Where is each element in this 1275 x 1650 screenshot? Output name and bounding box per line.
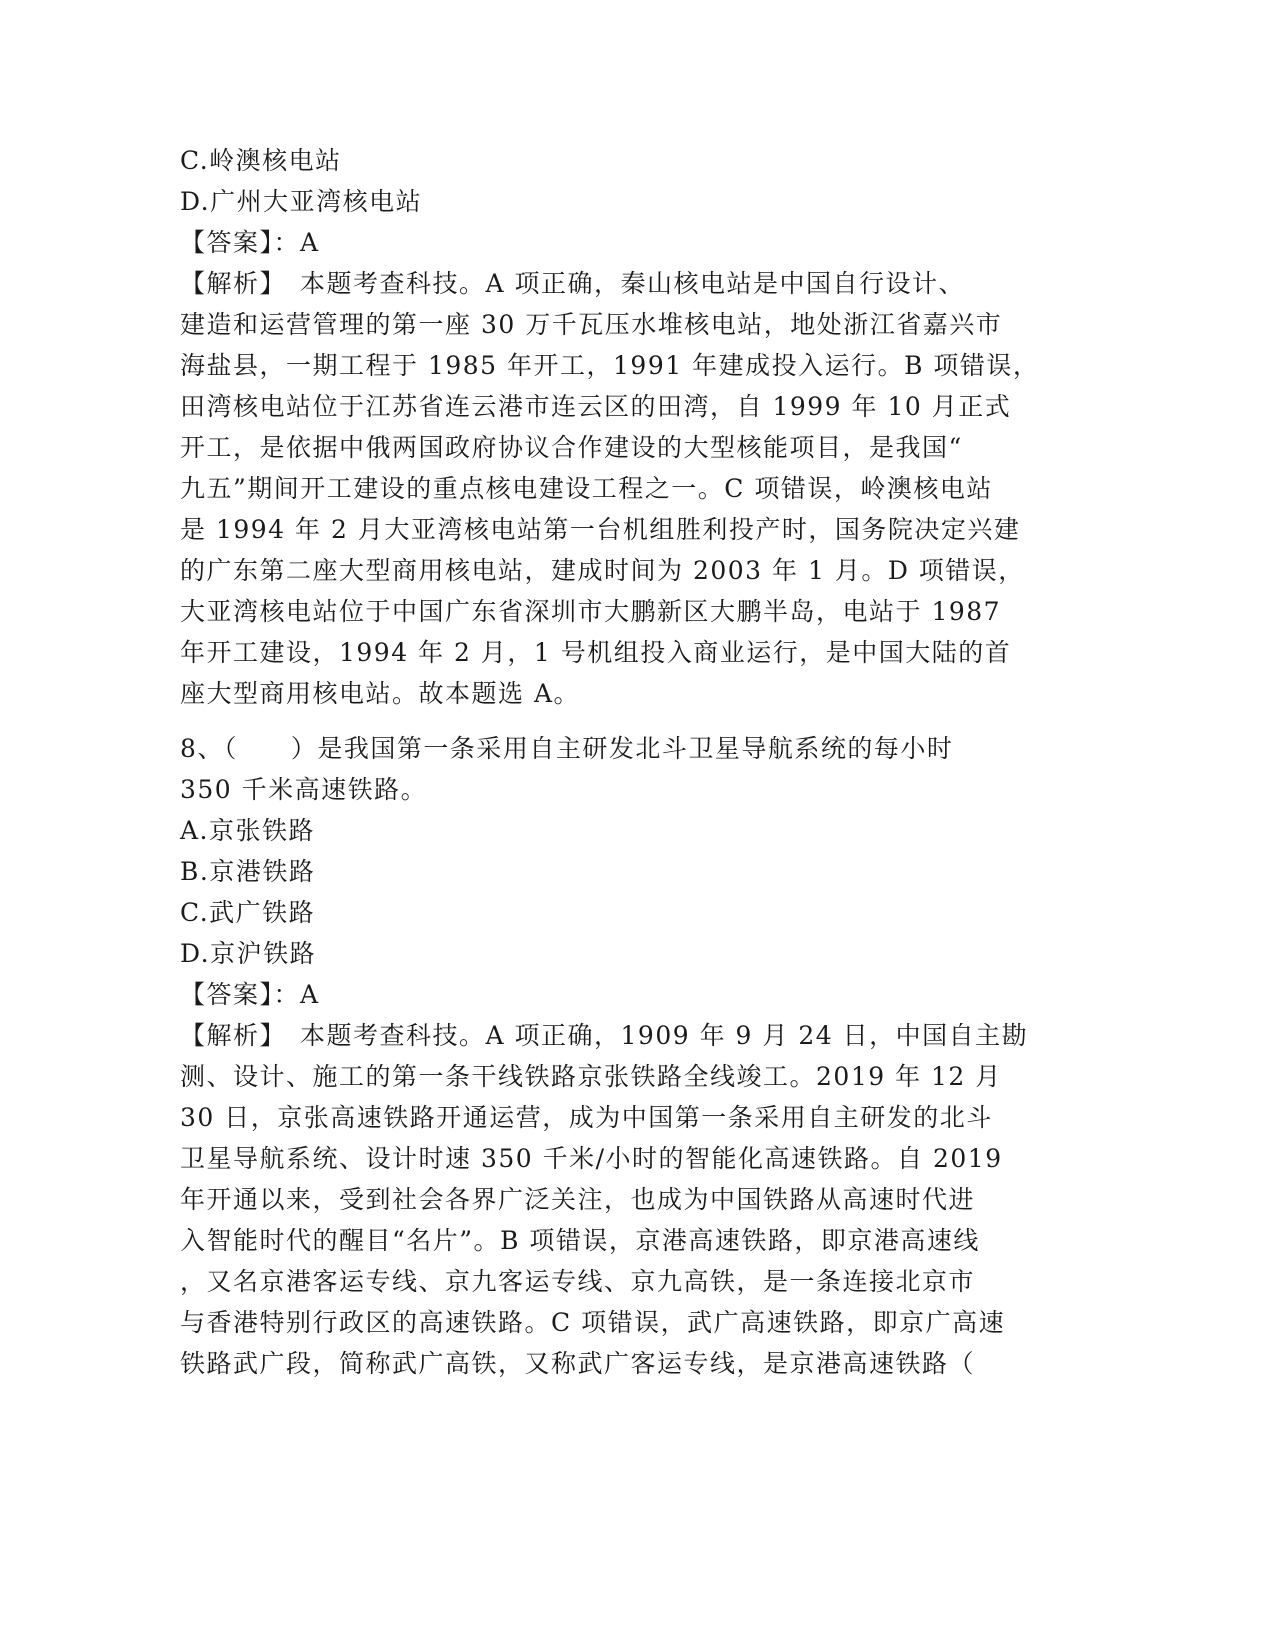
- question-8-block: [180, 728, 1040, 1384]
- analysis-line: 测、设计、施工的第一条干线铁路京张铁路全线竣工。2019 年 12 月: [180, 1062, 1002, 1091]
- analysis-line: 座大型商用核电站。故本题选 A。: [180, 679, 581, 708]
- analysis-line: 海盐县，一期工程于 1985 年开工，1991 年建成投入运行。B 项错误，: [180, 351, 1040, 380]
- analysis-line: 30 日，京张高速铁路开通运营，成为中国第一条采用自主研发的北斗: [180, 1103, 993, 1132]
- analysis-paragraph: [180, 263, 1040, 714]
- analysis-line: 【解析】 本题考查科技。A 项正确，秦山核电站是中国自行设计、: [180, 269, 966, 298]
- analysis-line: 入智能时代的醒目“名片”。B 项错误，京港高速铁路，即京港高速线: [180, 1226, 980, 1255]
- analysis-line: 卫星导航系统、设计时速 350 千米/小时的智能化高速铁路。自 2019: [180, 1144, 1003, 1173]
- option-c: C.武广铁路: [180, 898, 316, 927]
- analysis-line: 建造和运营管理的第一座 30 万千瓦压水堆核电站，地处浙江省嘉兴市: [180, 310, 1003, 339]
- option-a: A.京张铁路: [180, 816, 316, 845]
- analysis-line: 的广东第二座大型商用核电站，建成时间为 2003 年 1 月。D 项错误，: [180, 556, 1025, 585]
- analysis-line: 九五”期间开工建设的重点核电建设工程之一。C 项错误，岭澳核电站: [180, 474, 993, 503]
- analysis-line: 铁路武广段，简称武广高铁，又称武广客运专线，是京港高速铁路（: [180, 1349, 976, 1378]
- option-b: B.京港铁路: [180, 857, 316, 886]
- document-page: [180, 140, 1040, 1384]
- answer-line: 【答案】：A: [180, 980, 320, 1009]
- answer-line: 【答案】：A: [180, 228, 320, 257]
- question-line: 8、（ ）是我国第一条采用自主研发北斗卫星导航系统的每小时: [180, 734, 954, 763]
- paragraph-gap: [180, 714, 1040, 728]
- analysis-line: ，又名京港客运专线、京九客运专线、京九高铁，是一条连接北京市: [180, 1267, 976, 1296]
- option-d: D.京沪铁路: [180, 939, 317, 968]
- analysis-paragraph: [180, 1015, 1040, 1384]
- question-line: 350 千米高速铁路。: [180, 775, 428, 804]
- question-stem: [180, 728, 1040, 810]
- analysis-line: 年开通以来，受到社会各界广泛关注，也成为中国铁路从高速时代进: [180, 1185, 976, 1214]
- question-7-block: [180, 140, 1040, 714]
- analysis-line: 大亚湾核电站位于中国广东省深圳市大鹏新区大鹏半岛，电站于 1987: [180, 597, 1002, 626]
- option-d: D.广州大亚湾核电站: [180, 187, 423, 216]
- analysis-line: 田湾核电站位于江苏省连云港市连云区的田湾，自 1999 年 10 月正式: [180, 392, 1012, 421]
- option-c: C.岭澳核电站: [180, 146, 342, 175]
- analysis-line: 【解析】 本题考查科技。A 项正确，1909 年 9 月 24 日，中国自主勘: [180, 1021, 1029, 1050]
- analysis-line: 开工，是依据中俄两国政府协议合作建设的大型核能项目，是我国“: [180, 433, 963, 462]
- analysis-line: 是 1994 年 2 月大亚湾核电站第一台机组胜利投产时，国务院决定兴建: [180, 515, 1021, 544]
- analysis-line: 与香港特别行政区的高速铁路。C 项错误，武广高速铁路，即京广高速: [180, 1308, 1006, 1337]
- analysis-line: 年开工建设，1994 年 2 月，1 号机组投入商业运行，是中国大陆的首: [180, 638, 1012, 667]
